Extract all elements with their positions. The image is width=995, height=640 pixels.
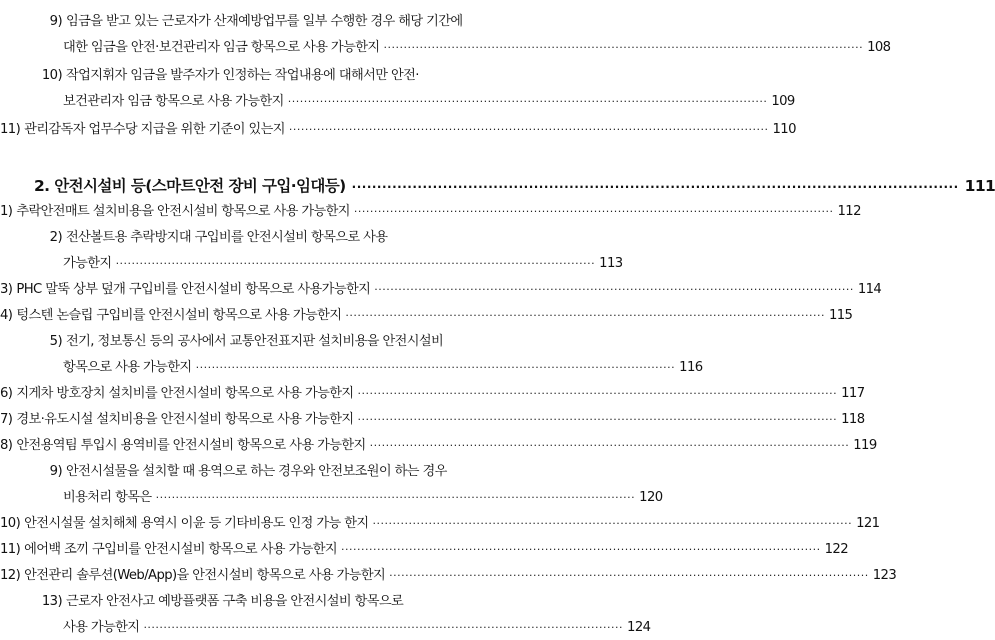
toc-entry-number: 7)	[0, 412, 13, 427]
section-heading[interactable]	[34, 174, 995, 196]
dot-leader: ························································································································	[353, 205, 834, 218]
toc-entry[interactable]	[0, 384, 865, 404]
toc-entry-continuation[interactable]	[63, 38, 891, 58]
dot-leader: ························································································································	[115, 257, 596, 270]
toc-entry-title: 안전용역팀 투입시 용역비를 안전시설비 항목으로 사용 가능한지	[16, 438, 366, 453]
toc-entry[interactable]	[0, 592, 403, 612]
dot-leader: ························································································································	[389, 569, 869, 582]
toc-entry-title: 추락안전매트 설치비용을 안전시설비 항목으로 사용 가능한지	[16, 204, 350, 219]
toc-entry-title: 근로자 안전사고 예방플랫폼 구축 비용을 안전시설비 항목으로	[66, 594, 404, 609]
toc-entry-title: 항목으로 사용 가능한지	[63, 360, 192, 375]
toc-entry-page-number: 123	[872, 568, 897, 583]
toc-entry-page-number: 116	[679, 360, 703, 375]
toc-entry-page-number: 115	[828, 308, 853, 323]
toc-entry[interactable]	[0, 66, 419, 86]
dot-leader: ························································································································	[287, 95, 768, 108]
dot-leader: ························································································································	[369, 439, 850, 452]
toc-entry-number: 10)	[41, 68, 62, 83]
section-page-number: 111	[964, 177, 995, 195]
toc-entry-number: 4)	[0, 308, 13, 323]
toc-entry-page-number: 121	[856, 516, 880, 531]
section-title: 2. 안전시설비 등(스마트안전 장비 구입·임대등)	[34, 177, 346, 195]
toc-entry[interactable]	[0, 410, 865, 430]
toc-entry-number: 1)	[0, 204, 13, 219]
toc-entry-continuation[interactable]	[63, 254, 623, 274]
dot-leader: ························································································································	[341, 543, 821, 556]
dot-leader: ························································································································	[372, 517, 853, 530]
toc-entry[interactable]	[0, 120, 796, 140]
toc-entry-number: 11)	[0, 542, 21, 557]
toc-entry-title: 임금을 받고 있는 근로자가 산재예방업무를 일부 수행한 경우 해당 기간에	[66, 14, 463, 29]
toc-entry-title: 비용처리 항목은	[63, 490, 152, 505]
dot-leader: ························································································································	[155, 491, 636, 504]
toc-entry-number: 2)	[49, 230, 62, 245]
toc-entry-title: 작업지휘자 임금을 발주자가 인정하는 작업내용에 대해서만 안전·	[66, 68, 419, 83]
toc-entry-number: 5)	[49, 334, 62, 349]
toc-entry[interactable]	[0, 436, 877, 456]
toc-entry[interactable]	[0, 306, 853, 326]
toc-entry-page-number: 122	[824, 542, 848, 557]
toc-entry-continuation[interactable]	[63, 92, 795, 112]
dot-leader: ························································································································	[374, 283, 854, 296]
toc-entry-title: 관리감독자 업무수당 지급을 위한 기준이 있는지	[24, 122, 285, 137]
dot-leader: ························································································································	[195, 361, 676, 374]
toc-entry-title: 대한 임금을 안전·보건관리자 임금 항목으로 사용 가능한지	[63, 40, 380, 55]
dot-leader: ························································································································	[143, 621, 624, 634]
toc-entry-page-number: 124	[627, 620, 651, 635]
toc-entry-title: 경보·유도시설 설치비용을 안전시설비 항목으로 사용 가능한지	[16, 412, 354, 427]
dot-leader: ························································································································	[357, 387, 838, 400]
toc-entry-title: 사용 가능한지	[63, 620, 140, 635]
toc-entry-page-number: 118	[841, 412, 865, 427]
toc-entry-page-number: 117	[841, 386, 865, 401]
dot-leader: ························································································································	[357, 413, 838, 426]
toc-entry-title: 에어백 조끼 구입비를 안전시설비 항목으로 사용 가능한지	[24, 542, 338, 557]
toc-entry-continuation[interactable]	[63, 618, 651, 638]
toc-entry-title: PHC 말뚝 상부 덮개 구입비를 안전시설비 항목으로 사용가능한지	[16, 282, 371, 297]
toc-entry-title: 전기, 정보통신 등의 공사에서 교통안전표지판 설치비용을 안전시설비	[66, 334, 444, 349]
dot-leader: ························································································································	[345, 309, 825, 322]
toc-entry-number: 8)	[0, 438, 13, 453]
toc-entry-continuation[interactable]	[63, 488, 663, 508]
toc-entry-title: 안전관리 솔루션(Web/App)을 안전시설비 항목으로 사용 가능한지	[24, 568, 386, 583]
toc-entry[interactable]	[0, 566, 897, 586]
toc-entry-title: 가능한지	[63, 256, 112, 271]
toc-entry-number: 13)	[41, 594, 62, 609]
toc-entry-title: 전산볼트용 추락방지대 구입비를 안전시설비 항목으로 사용	[66, 230, 388, 245]
toc-entry-page-number: 120	[639, 490, 663, 505]
toc-entry-page-number: 112	[837, 204, 861, 219]
toc-entry[interactable]	[0, 280, 882, 300]
toc-entry-page-number: 109	[771, 94, 795, 109]
toc-entry-number: 9)	[49, 464, 62, 479]
toc-entry-title: 보건관리자 임금 항목으로 사용 가능한지	[63, 94, 284, 109]
toc-entry-title: 안전시설물을 설치할 때 용역으로 하는 경우와 안전보조원이 하는 경우	[66, 464, 447, 479]
toc-entry-page-number: 108	[867, 40, 891, 55]
toc-entry-page-number: 110	[772, 122, 796, 137]
toc-entry-number: 12)	[0, 568, 21, 583]
toc-entry-number: 9)	[49, 14, 62, 29]
toc-entry[interactable]	[0, 202, 861, 222]
dot-leader: ························································································································	[288, 123, 769, 136]
toc-entry[interactable]	[0, 228, 387, 248]
toc-entry-page-number: 119	[853, 438, 877, 453]
toc-entry[interactable]	[0, 12, 463, 32]
dot-leader: ························································································································	[383, 41, 864, 54]
toc-entry-title: 안전시설물 설치해체 용역시 이윤 등 기타비용도 인정 가능 한지	[24, 516, 369, 531]
toc-entry-title: 지게차 방호장치 설치비를 안전시설비 항목으로 사용 가능한지	[16, 386, 354, 401]
toc-entry[interactable]	[0, 540, 848, 560]
toc-entry-continuation[interactable]	[63, 358, 703, 378]
toc-entry-number: 11)	[0, 122, 21, 137]
toc-entry[interactable]	[0, 514, 880, 534]
dot-leader: ························································································································	[351, 180, 959, 194]
toc-entry-number: 10)	[0, 516, 21, 531]
toc-entry-title: 텅스텐 논슬립 구입비를 안전시설비 항목으로 사용 가능한지	[16, 308, 342, 323]
toc-entry-page-number: 113	[599, 256, 623, 271]
toc-entry[interactable]	[0, 332, 443, 352]
toc-entry[interactable]	[0, 462, 447, 482]
toc-entry-number: 6)	[0, 386, 13, 401]
toc-entry-number: 3)	[0, 282, 13, 297]
toc-entry-page-number: 114	[857, 282, 882, 297]
